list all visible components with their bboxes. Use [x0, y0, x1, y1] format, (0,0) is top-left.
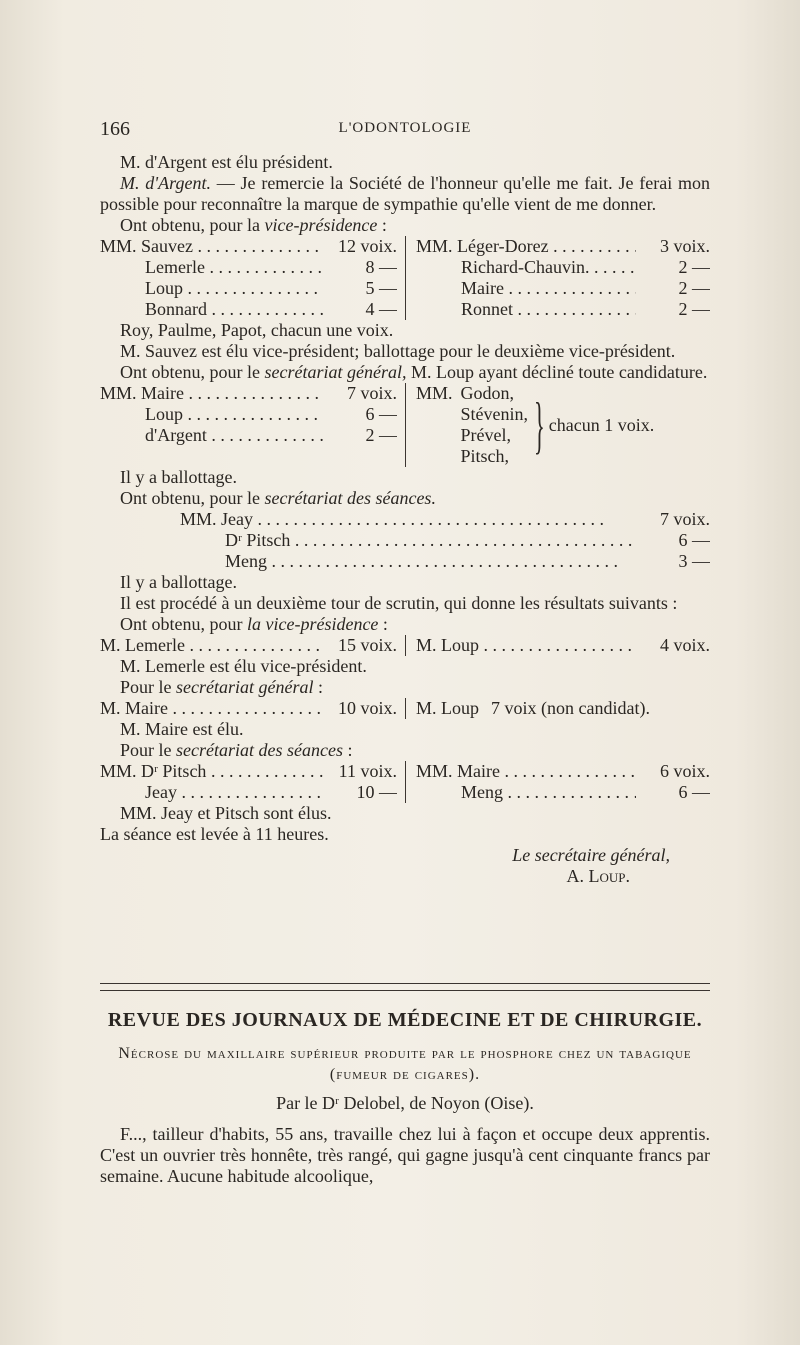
seances-results-2	[100, 761, 710, 803]
lemerle-elected: M. Lemerle est élu vice-président.	[120, 656, 367, 676]
page-header	[100, 118, 710, 144]
candidate-name: M. Lemerle . . .	[100, 635, 323, 656]
vote-row	[180, 530, 710, 551]
second-round-paragraph: Il est procédé à un deuxième tour de scrutin, qui donne les résultats suivants :	[120, 593, 678, 613]
vote-row	[416, 698, 710, 719]
group-prefix: MM.	[416, 383, 453, 403]
vote-count: 7 voix.	[346, 383, 397, 403]
vote-row	[100, 299, 397, 320]
vice-presidence-heading-2	[100, 614, 710, 635]
heading-colon: :	[342, 740, 353, 760]
signature-title: Le secrétaire général,	[512, 845, 670, 865]
vote-row	[416, 635, 710, 656]
section-title: REVUE DES JOURNAUX DE MÉDECINE ET DE CHIRURGIE.	[107, 1009, 703, 1031]
page-number: 166	[100, 118, 130, 140]
candidate-name: Bonnard . . .	[100, 299, 323, 320]
vote-count: 7 voix.	[659, 509, 710, 529]
vote-count: 2 —	[678, 278, 710, 298]
heading-intro: Pour le	[120, 677, 176, 697]
candidate-name: Jeay . . .	[100, 782, 323, 803]
vote-row	[416, 761, 710, 782]
vote-count: 15 voix.	[337, 635, 397, 655]
vote-row	[100, 383, 397, 404]
vote-count: 3 voix.	[659, 236, 710, 256]
vote-row	[416, 257, 710, 278]
vote-column-left	[100, 635, 405, 656]
vote-column-left	[100, 698, 405, 719]
ballottage-note-1: Il y a ballottage.	[120, 467, 237, 487]
seances-heading	[100, 488, 710, 509]
article-text: F..., tailleur d'habits, 55 ans, travaille chez lui à façon et occupe deux apprentis. C'est un ouvrier très honnête, très rangé, qui gagne jusqu'à cent cinquante francs par semaine. Aucune habitude alcoolique,	[100, 1124, 710, 1186]
candidate-name: MM. Jeay . . .	[180, 509, 636, 530]
heading-intro: Pour le	[120, 740, 176, 760]
vote-row	[100, 278, 397, 299]
review-section	[100, 1010, 710, 1187]
vote-column-right	[405, 761, 710, 803]
vote-count: 7 voix (non candidat).	[491, 698, 650, 718]
candidate-name: Maire . . .	[416, 278, 636, 299]
paragraph-other-votes: Roy, Paulme, Papot, chacun une voix.	[120, 320, 394, 340]
vote-count: 8 —	[365, 257, 397, 277]
candidate-name: MM. Dʳ Pitsch . . .	[100, 761, 323, 782]
vote-column-right	[405, 383, 710, 467]
minutes-body	[100, 152, 710, 887]
candidate-name: Lemerle . . .	[100, 257, 323, 278]
running-head: L'ODONTOLOGIE	[338, 120, 472, 136]
vote-row	[180, 551, 710, 572]
candidate-name: d'Argent . . .	[100, 425, 323, 446]
vote-row	[100, 782, 397, 803]
vote-row	[416, 278, 710, 299]
vote-row	[416, 782, 710, 803]
vote-column-left	[100, 761, 405, 803]
vote-row	[100, 635, 397, 656]
heading-colon: :	[378, 614, 388, 634]
heading-rest: M. Loup ayant décliné toute candidature.	[406, 362, 708, 382]
grouped-candidates	[416, 383, 710, 467]
vote-count: 11 voix.	[338, 761, 397, 781]
vote-column-left	[100, 383, 405, 467]
vice-presidence-results-2	[100, 635, 710, 656]
vote-count: 2 —	[678, 257, 710, 277]
candidate-name: MM. Léger-Dorez . . .	[416, 236, 636, 257]
grouped-candidate-name: Godon,	[460, 383, 515, 403]
vice-presidence-heading	[100, 215, 710, 236]
double-rule-divider	[100, 983, 710, 991]
secretariat-general-results-2	[100, 698, 710, 719]
paragraph-speech	[100, 173, 710, 215]
speech-text: — Je remercie la Société de l'honneur qu'elle me fait. Je ferai mon possible pour reconnaître la marque de sympathie qu'elle vient de me donner.	[100, 173, 711, 214]
seances-results	[100, 509, 710, 572]
heading-intro: Ont obtenu, pour la	[120, 215, 265, 235]
heading-colon: :	[377, 215, 387, 235]
vote-count: 5 —	[365, 278, 397, 298]
vice-presidence-results	[100, 236, 710, 320]
secretariat-general-heading	[100, 362, 710, 383]
vote-row	[100, 425, 397, 446]
candidate-name: Ronnet . . .	[416, 299, 636, 320]
elected-secretaries: MM. Jeay et Pitsch sont élus.	[120, 803, 332, 823]
candidate-name: Loup . . .	[100, 404, 323, 425]
vote-count: 10 —	[356, 782, 397, 802]
brace-icon: }	[533, 389, 545, 460]
heading-role: la vice-présidence	[246, 614, 379, 634]
heading-role: secrétariat général	[176, 677, 314, 697]
signature-block	[100, 845, 710, 887]
heading-role: secrétariat des séances	[176, 740, 343, 760]
paragraph-president-elected: M. d'Argent est élu président.	[120, 152, 333, 172]
grouped-candidate-name: Prével,	[460, 425, 511, 445]
seances-heading-2	[100, 740, 710, 761]
candidate-name: M. Loup . . .	[416, 635, 636, 656]
candidate-name: Meng . . .	[416, 782, 636, 803]
paragraph-sauvez-elected: M. Sauvez est élu vice-président; ballottage pour le deuxième vice-président.	[120, 341, 676, 361]
candidate-name: Loup . . .	[100, 278, 323, 299]
vote-count: 6 —	[678, 782, 710, 802]
heading-role: secrétariat général,	[264, 362, 407, 382]
grouped-candidate-name: Stévenin,	[460, 404, 529, 424]
grouped-candidate-name: Pitsch,	[460, 446, 510, 466]
vote-row	[100, 404, 397, 425]
ballottage-note-2: Il y a ballottage.	[120, 572, 237, 592]
vote-count: 6 voix.	[659, 761, 710, 781]
vote-row	[100, 698, 397, 719]
candidate-name: Dʳ Pitsch . . .	[180, 530, 636, 551]
article-byline: Par le Dʳ Delobel, de Noyon (Oise).	[276, 1093, 534, 1113]
heading-intro: Ont obtenu, pour le	[120, 362, 265, 382]
heading-colon: :	[313, 677, 323, 697]
vote-count: 2 —	[365, 425, 397, 445]
candidate-name: M. Maire . . .	[100, 698, 323, 719]
group-label: chacun 1 voix.	[548, 414, 655, 435]
vote-row	[100, 236, 397, 257]
vote-row	[180, 509, 710, 530]
vote-count: 6 —	[678, 530, 710, 550]
heading-role: secrétariat des séances.	[264, 488, 436, 508]
candidate-name: MM. Maire . . .	[100, 383, 323, 404]
candidate-name: MM. Sauvez . . .	[100, 236, 323, 257]
vote-column-right	[405, 236, 710, 320]
signature-name: A. Loup.	[566, 866, 630, 886]
article-title: Nécrose du maxillaire supérieur produite par le phosphore chez un tabagique (fumeur de cigares).	[118, 1045, 692, 1083]
heading-intro: Ont obtenu, pour	[120, 614, 247, 634]
vote-count: 6 —	[365, 404, 397, 424]
vote-column-left	[100, 236, 405, 320]
vote-row	[416, 236, 710, 257]
candidate-name: Meng . . .	[180, 551, 636, 572]
secretariat-general-heading-2	[100, 677, 710, 698]
vote-row	[100, 761, 397, 782]
vote-row	[100, 257, 397, 278]
maire-elected: M. Maire est élu.	[120, 719, 244, 739]
vote-column-right	[405, 698, 710, 719]
vote-count: 10 voix.	[337, 698, 397, 718]
candidate-name: Richard-Chauvin. . . .	[416, 257, 636, 278]
vote-count: 3 —	[678, 551, 710, 571]
heading-role: vice-présidence	[264, 215, 378, 235]
vote-row	[416, 299, 710, 320]
vote-column-right	[405, 635, 710, 656]
session-closed: La séance est levée à 11 heures.	[100, 824, 329, 844]
heading-intro: Ont obtenu, pour le	[120, 488, 265, 508]
vote-count: 4 voix.	[659, 635, 710, 655]
vote-count: 2 —	[678, 299, 710, 319]
vote-count: 12 voix.	[337, 236, 397, 256]
group-names	[461, 383, 529, 467]
vote-count: 4 —	[365, 299, 397, 319]
candidate-name: M. Loup	[416, 698, 479, 718]
secretariat-general-results	[100, 383, 710, 467]
speaker-name: M. d'Argent.	[120, 173, 211, 193]
candidate-name: MM. Maire . . .	[416, 761, 636, 782]
